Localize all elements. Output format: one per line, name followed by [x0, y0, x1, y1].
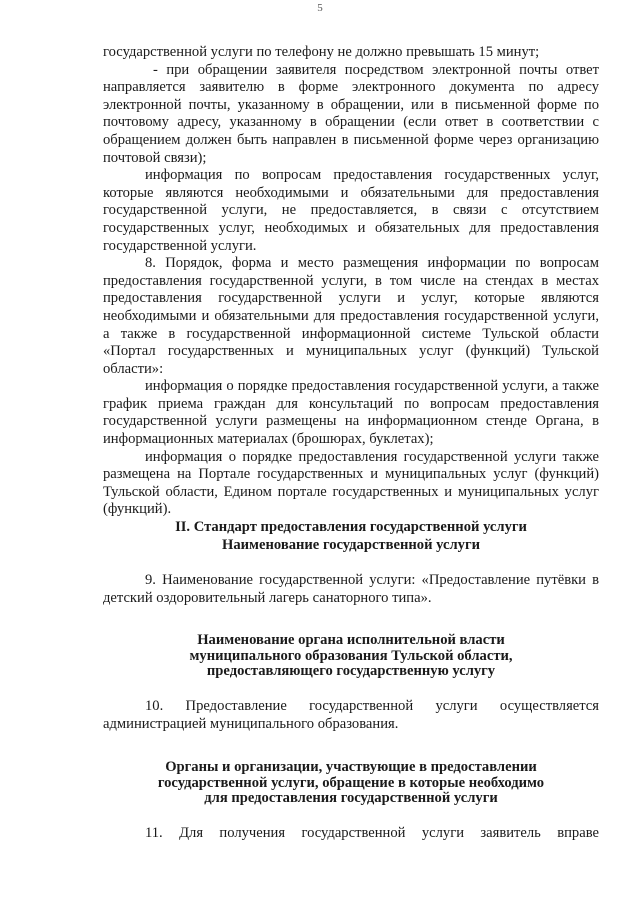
subsection-organizations-line-1: Органы и организации, участвующие в предоставлении [165, 759, 537, 776]
paragraph-item-8: 8. Порядок, форма и место размещения информации по вопросам предоставления государственной услуги, в том числе на стендах в местах предоставления государственной услуги и услуг, которые являются необходимыми и обязательными для предоставления государственной услуги, а также в государственной информационной системе Тульской области «Портал государственных и муниципальных услуг (функций) Тульской области»: [103, 255, 599, 377]
subsection-authority-title [103, 633, 599, 680]
subsection-authority-line-1: Наименование органа исполнительной власти [197, 632, 505, 649]
paragraph-item-9: 9. Наименование государственной услуги: «Предоставление путёвки в детский оздоровительный лагерь санаторного типа». [103, 572, 599, 606]
paragraph-info-portal: информация о порядке предоставления государственной услуги также размещена на Портале государственных и муниципальных услуг (функций) Тульской области, Едином портале государственных и муниципальных услуг (функций). [103, 448, 599, 518]
document-body [103, 44, 599, 842]
subsection-authority-line-2: муниципального образования Тульской области, [189, 647, 513, 664]
paragraph-item-11: 11. Для получения государственной услуги заявитель вправе [145, 824, 599, 841]
subsection-organizations-line-3: для предоставления государственной услуги [204, 790, 498, 807]
page-number: 5 [317, 2, 323, 14]
paragraph-email-response: - при обращении заявителя посредством электронной почты ответ направляется заявителю в форме электронного документа по адресу электронной почты, указанному в обращении, или в письменной форме по почтовому адресу, указанному в обращении (если ответ в соответствии с обращением должен быть направлен в письменной форме через организацию почтовой связи); [103, 61, 599, 166]
paragraph-phone-limit: государственной услуги по телефону не должно превышать 15 минут; [103, 44, 540, 60]
paragraph-item-10: 10. Предоставление государственной услуги осуществляется администрацией муниципального образования. [103, 697, 599, 732]
subsection-authority-line-3: предоставляющего государственную услугу [206, 663, 496, 680]
subsection-service-name-title: Наименование государственной услуги [222, 536, 480, 553]
subsection-organizations-title [103, 760, 599, 807]
paragraph-info-stand: информация о порядке предоставления государственной услуги, а также график приема граждан для консультаций по вопросам предоставления государственной услуги размещены на информационном стенде Органа, в информационных материалах (брошюрах, буклетах); [103, 378, 599, 448]
paragraph-no-required-services: информация по вопросам предоставления государственных услуг, которые являются необходимыми и обязательными для предоставления государственной услуги, не предоставляется, в связи с отсутствием государственных услуг, необходимых и обязательных для предоставления государственной услуги. [103, 167, 599, 254]
subsection-organizations-line-2: государственной услуги, обращение в которые необходимо [157, 774, 545, 791]
section-2-title: II. Стандарт предоставления государственной услуги [175, 519, 527, 536]
